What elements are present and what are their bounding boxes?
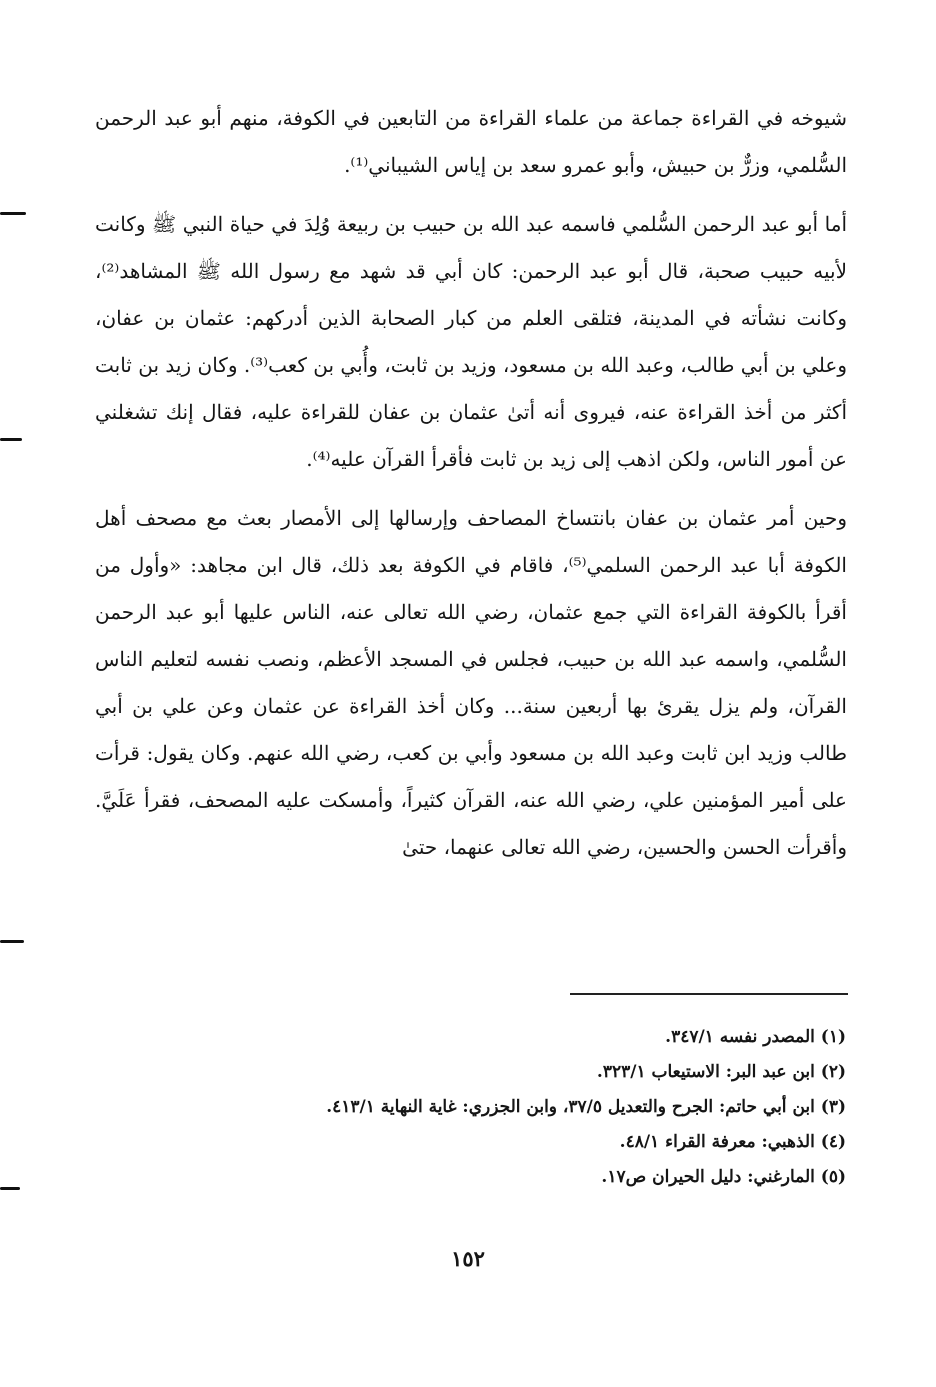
scan-margin-mark (0, 212, 26, 215)
footnote: (٤) الذهبي: معرفة القراء ٤٨/١. (619, 1132, 846, 1152)
footnote: (٢) ابن عبد البر: الاستيعاب ٣٢٣/١. (596, 1062, 846, 1082)
page-body (95, 95, 847, 871)
footnote: (٥) المارغني: دليل الحيران ص١٧. (601, 1167, 846, 1187)
footnotes-list (86, 1020, 846, 1195)
paragraph: أما أبو عبد الرحمن السُّلمي فاسمه عبد الله بن حبيب بن ربيعة وُلِدَ في حياة النبي ﷺ وكانت لأبيه حبيب صحبة، قال أبو عبد الرحمن: كان أبي قد شهد مع رسول الله ﷺ المشاهد⁽²⁾، وكانت نشأته في المدينة، فتلقى العلم من كبار الصحابة الذين أدركهم: عثمان بن عفان، وعلي بن أبي طالب، وعبد الله بن مسعود، وزيد بن ثابت، وأُبي بن كعب⁽³⁾. وكان زيد بن ثابت أكثر من أخذ القراءة عنه، فيروى أنه أتىٰ عثمان بن عفان للقراءة عليه، فقال إنك تشغلني عن أمور الناس، ولكن اذهب إلى زيد بن ثابت فأقرأ القرآن عليه⁽⁴⁾. (95, 212, 847, 471)
scan-margin-mark (0, 438, 22, 441)
footnote-divider (570, 993, 848, 995)
paragraph: شيوخه في القراءة جماعة من علماء القراءة من التابعين في الكوفة، منهم أبو عبد الرحمن السُّلمي، وزرٌّ بن حبيش، وأبو عمرو سعد بن إياس الشيباني⁽¹⁾. (95, 106, 847, 177)
footnote: (١) المصدر نفسه ٣٤٧/١. (665, 1027, 846, 1047)
paragraph: وحين أمر عثمان بن عفان بانتساخ المصاحف وإرسالها إلى الأمصار بعث مع مصحف أهل الكوفة أبا عبد الرحمن السلمي⁽⁵⁾، فاقام في الكوفة بعد ذلك، قال ابن مجاهد: «وأول من أقرأ بالكوفة القراءة التي جمع عثمان، رضي الله تعالى عنه، الناس عليها أبو عبد الرحمن السُّلمي، واسمه عبد الله بن حبيب، فجلس في المسجد الأعظم، ونصب نفسه لتعليم الناس القرآن، ولم يزل يقرئ بها أربعين سنة... وكان أخذ القراءة عن عثمان وعن علي بن أبي طالب وزيد ابن ثابت وعبد الله بن مسعود وأبي بن كعب، رضي الله عنهم. وكان يقول: قرأت على أمير المؤمنين علي، رضي الله عنه، القرآن كثيراً، وأمسكت عليه المصحف، فقرأ عَلَيَّ. وأقرأت الحسن والحسين، رضي الله تعالى عنهما، حتىٰ (95, 506, 847, 859)
scan-margin-mark (0, 940, 24, 943)
scan-margin-mark (0, 1187, 20, 1190)
footnote: (٣) ابن أبي حاتم: الجرح والتعديل ٣٧/٥، وابن الجزري: غاية النهاية ٤١٣/١. (326, 1097, 846, 1117)
page-number: ١٥٢ (451, 1246, 485, 1271)
